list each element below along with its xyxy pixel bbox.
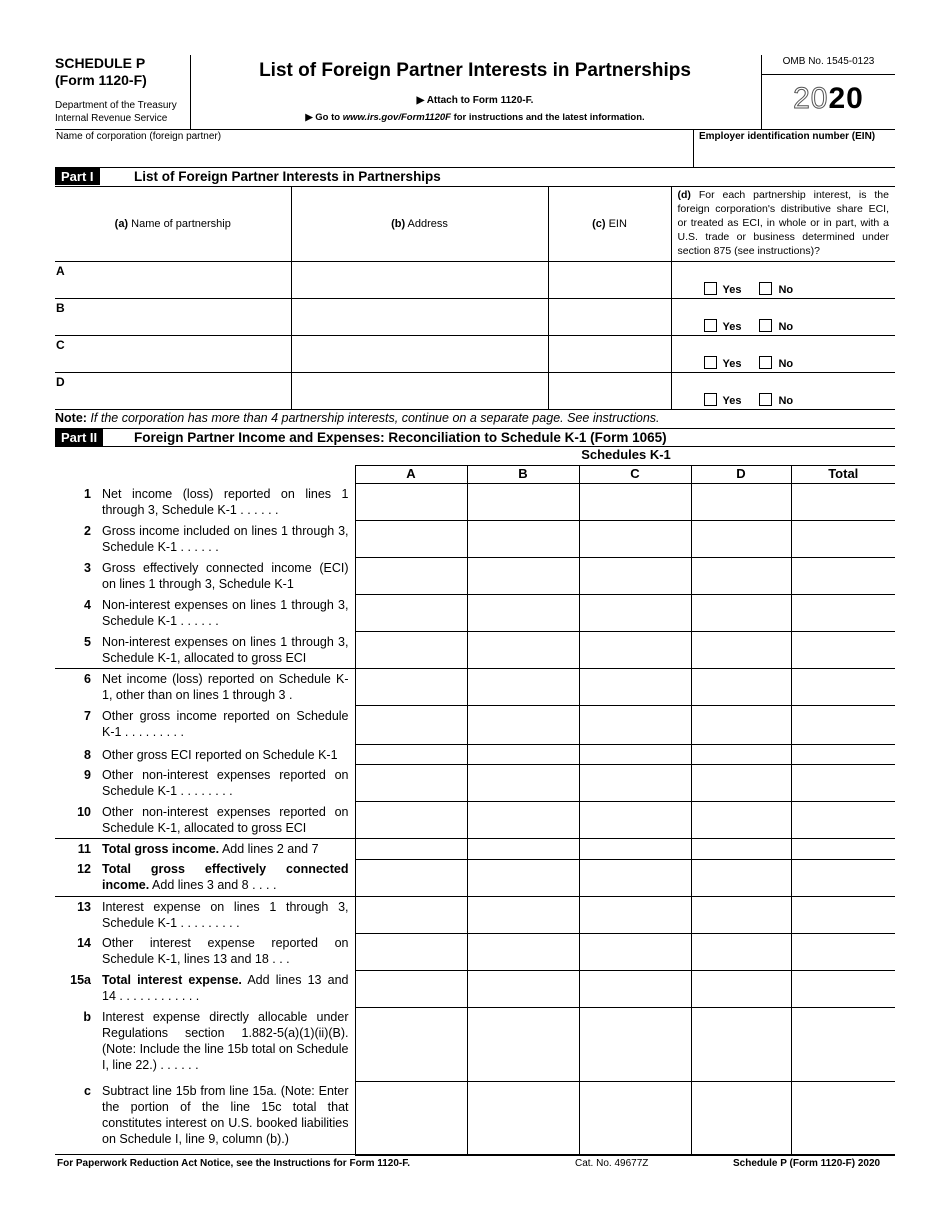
yes-label: Yes: [722, 321, 742, 333]
amount-input[interactable]: [579, 765, 691, 802]
amount-input[interactable]: [467, 765, 579, 802]
part1-tag: Part I: [55, 168, 100, 185]
amount-input[interactable]: [467, 896, 579, 933]
part1-header: [55, 168, 895, 186]
amount-input[interactable]: [467, 521, 579, 558]
amount-input[interactable]: [691, 484, 791, 521]
amount-input[interactable]: [579, 933, 691, 970]
tax-year: 2020: [793, 82, 864, 115]
form-reference: Schedule P (Form 1120-F) 2020: [733, 1158, 881, 1169]
yes-label: Yes: [722, 395, 742, 407]
line-description: Total gross income. Add lines 2 and 7: [102, 842, 319, 856]
amount-input[interactable]: [579, 521, 691, 558]
amount-input[interactable]: [355, 632, 467, 669]
amount-input[interactable]: [691, 706, 791, 745]
line-row: [55, 558, 895, 595]
ein-input[interactable]: [548, 373, 671, 410]
col-header: D: [691, 466, 791, 484]
amount-input[interactable]: [579, 1007, 691, 1081]
amount-input[interactable]: [791, 1007, 895, 1081]
col-header: Total: [791, 466, 895, 484]
amount-input[interactable]: [579, 669, 691, 706]
amount-input[interactable]: [791, 970, 895, 1007]
row-label[interactable]: C: [55, 336, 291, 373]
line-description: Non-interest expenses on lines 1 through 3, Schedule K-1 . . . . . .: [102, 597, 349, 628]
goto-note: ▶ Go to www.irs.gov/Form1120F for instructions and the latest information.: [305, 112, 645, 123]
amount-input[interactable]: [791, 933, 895, 970]
line-row: [55, 802, 895, 839]
no-checkbox[interactable]: [759, 282, 772, 295]
line-number: 6: [84, 672, 91, 686]
line-description: Other interest expense reported on Schedule K-1, lines 13 and 18 . . .: [102, 936, 349, 966]
partnership-row: [55, 299, 895, 336]
line-row: [55, 765, 895, 802]
no-checkbox[interactable]: [759, 393, 772, 406]
partnership-row: [55, 373, 895, 410]
amount-input[interactable]: [355, 765, 467, 802]
line-row: [55, 484, 895, 521]
line-description: Other non-interest expenses reported on Schedule K-1 . . . . . . . .: [102, 767, 349, 798]
no-label: No: [778, 321, 794, 333]
line-row: [55, 970, 895, 1007]
ein-input[interactable]: [548, 262, 671, 299]
yes-label: Yes: [722, 284, 742, 296]
amount-input[interactable]: [691, 765, 791, 802]
row-label[interactable]: A: [55, 262, 291, 299]
amount-input[interactable]: [691, 859, 791, 896]
amount-input[interactable]: [355, 1007, 467, 1081]
yes-checkbox[interactable]: [704, 393, 717, 406]
paperwork-notice: For Paperwork Reduction Act Notice, see the Instructions for Form 1120-F.: [57, 1158, 411, 1169]
no-checkbox[interactable]: [759, 356, 772, 369]
amount-input[interactable]: [791, 669, 895, 706]
form-title: List of Foreign Partner Interests in Partnerships: [259, 60, 691, 81]
line-description: Non-interest expenses on lines 1 through 3, Schedule K-1, allocated to gross ECI: [97, 632, 355, 669]
yes-checkbox[interactable]: [704, 282, 717, 295]
amount-input[interactable]: [467, 632, 579, 669]
part1-title: List of Foreign Partner Interests in Partnerships: [134, 169, 441, 184]
amount-input[interactable]: [791, 896, 895, 933]
col-d-header: (d) For each partnership interest, is the foreign corporation's distributive share ECI, or treated as ECI, in whole or in part, with a U.S. trade or business determined under section 875 (see instructions)?: [671, 187, 895, 262]
amount-input[interactable]: [579, 802, 691, 839]
amount-input[interactable]: [579, 970, 691, 1007]
amount-input[interactable]: [691, 521, 791, 558]
amount-input[interactable]: [579, 896, 691, 933]
part2-title: Foreign Partner Income and Expenses: Reconciliation to Schedule K-1 (Form 1065): [134, 430, 667, 445]
amount-input[interactable]: [791, 745, 895, 765]
amount-input[interactable]: [579, 859, 691, 896]
amount-input[interactable]: [355, 558, 467, 595]
amount-input[interactable]: [467, 745, 579, 765]
ein-input[interactable]: [696, 144, 894, 166]
amount-input[interactable]: [467, 669, 579, 706]
amount-input[interactable]: [791, 632, 895, 669]
col-header: B: [467, 466, 579, 484]
amount-input[interactable]: [579, 484, 691, 521]
line-description: Net income (loss) reported on Schedule K-1, other than on lines 1 through 3 .: [102, 672, 349, 702]
amount-input[interactable]: [355, 933, 467, 970]
attach-note: ▶ Attach to Form 1120-F.: [416, 95, 534, 106]
form-number: (Form 1120-F): [55, 72, 147, 88]
line-number: 11: [77, 842, 91, 856]
amount-input[interactable]: [355, 839, 467, 860]
schedule-label: SCHEDULE P: [55, 55, 146, 71]
col-header: C: [579, 466, 691, 484]
catalog-number: Cat. No. 49677Z: [575, 1158, 649, 1169]
line-number: 13: [77, 899, 91, 914]
col-c-header: (c) EIN: [548, 187, 671, 262]
line-number: 5: [55, 632, 97, 669]
line-number: 3: [84, 560, 91, 575]
line-number: 7: [84, 708, 91, 723]
amount-input[interactable]: [791, 839, 895, 860]
line-row: [55, 669, 895, 706]
amount-input[interactable]: [579, 839, 691, 860]
corporation-name-label: Name of corporation (foreign partner): [56, 131, 222, 142]
omb-number: OMB No. 1545-0123: [782, 56, 875, 67]
row-label[interactable]: B: [55, 299, 291, 336]
amount-input[interactable]: [579, 745, 691, 765]
yes-label: Yes: [722, 358, 742, 370]
amount-input[interactable]: [579, 595, 691, 632]
line-description: Interest expense on lines 1 through 3, Schedule K-1 . . . . . . . . .: [102, 899, 349, 930]
part1-note: Note: If the corporation has more than 4 partnership interests, continue on a separate page. See instructions.: [55, 411, 660, 425]
amount-input[interactable]: [467, 1007, 579, 1081]
part2-header: [55, 429, 895, 447]
department: Department of the Treasury Internal Revenue Service: [55, 100, 177, 124]
amount-input[interactable]: [355, 859, 467, 896]
line-description: Other non-interest expenses reported on Schedule K-1, allocated to gross ECI: [97, 802, 355, 839]
amount-input[interactable]: [691, 970, 791, 1007]
amount-input[interactable]: [467, 558, 579, 595]
line-description: Other gross ECI reported on Schedule K-1: [102, 747, 338, 762]
amount-input[interactable]: [467, 970, 579, 1007]
line-number: c: [84, 1084, 91, 1098]
address-input[interactable]: [291, 373, 548, 410]
partnership-table: [55, 186, 895, 410]
line-row: [55, 1007, 895, 1081]
line-number: 8: [84, 747, 91, 762]
line-row: [55, 933, 895, 970]
amount-input[interactable]: [791, 521, 895, 558]
line-number: 1: [84, 486, 91, 501]
line-description: Gross effectively connected income (ECI) on lines 1 through 3, Schedule K-1: [102, 560, 349, 591]
amount-input[interactable]: [579, 632, 691, 669]
amount-input[interactable]: [467, 595, 579, 632]
reconciliation-table: [55, 465, 895, 1156]
no-label: No: [778, 284, 794, 296]
address-input[interactable]: [291, 262, 548, 299]
amount-input[interactable]: [467, 933, 579, 970]
yes-checkbox[interactable]: [704, 319, 717, 332]
address-input[interactable]: [291, 299, 548, 336]
line-number: 12: [55, 859, 97, 896]
line-row: [55, 859, 895, 896]
line-description: Interest expense directly allocable under Regulations section 1.882-5(a)(1)(ii)(B). (Note: Include the line 15b total on Schedule I, line 22.) . . . . . .: [102, 1010, 349, 1072]
ein-label: Employer identification number (EIN): [699, 131, 876, 142]
amount-input[interactable]: [355, 706, 467, 745]
corporation-name-input[interactable]: [56, 144, 690, 166]
line-row: [55, 1081, 895, 1155]
part2-tag: Part II: [55, 429, 103, 446]
line-row: [55, 521, 895, 558]
amount-input[interactable]: [691, 802, 791, 839]
line-number: 15a: [70, 973, 91, 987]
amount-input[interactable]: [467, 839, 579, 860]
line-row: [55, 632, 895, 669]
line-row: [55, 745, 895, 765]
no-label: No: [778, 395, 794, 407]
ein-input[interactable]: [548, 299, 671, 336]
schedules-k1-header: Schedules K-1: [581, 447, 671, 462]
amount-input[interactable]: [579, 1081, 691, 1155]
col-b-header: (b) Address: [291, 187, 548, 262]
amount-input[interactable]: [355, 521, 467, 558]
line-row: [55, 706, 895, 745]
amount-input[interactable]: [355, 595, 467, 632]
amount-input[interactable]: [467, 1081, 579, 1155]
amount-input[interactable]: [691, 669, 791, 706]
partnership-row: [55, 262, 895, 299]
amount-input[interactable]: [691, 896, 791, 933]
amount-input[interactable]: [355, 1081, 467, 1155]
line-description: Other gross income reported on Schedule K-1 . . . . . . . . .: [102, 708, 349, 739]
line-number: b: [83, 1010, 91, 1024]
amount-input[interactable]: [355, 896, 467, 933]
ein-input[interactable]: [548, 336, 671, 373]
amount-input[interactable]: [355, 745, 467, 765]
amount-input[interactable]: [691, 1007, 791, 1081]
line-row: [55, 839, 895, 860]
line-row: [55, 595, 895, 632]
amount-input[interactable]: [691, 839, 791, 860]
col-header: A: [355, 466, 467, 484]
amount-input[interactable]: [579, 706, 691, 745]
form-identifier: [55, 55, 190, 125]
no-checkbox[interactable]: [759, 319, 772, 332]
line-number: 4: [84, 597, 91, 612]
line-description: Total gross effectively connected income. Add lines 3 and 8 . . . .: [97, 859, 355, 896]
partnership-row: [55, 336, 895, 373]
amount-input[interactable]: [691, 933, 791, 970]
amount-input[interactable]: [691, 632, 791, 669]
line-number: 14: [77, 936, 91, 950]
line-number: 2: [84, 523, 91, 538]
amount-input[interactable]: [467, 859, 579, 896]
amount-input[interactable]: [691, 1081, 791, 1155]
amount-input[interactable]: [467, 484, 579, 521]
line-number: 9: [84, 767, 91, 782]
amount-input[interactable]: [791, 484, 895, 521]
amount-input[interactable]: [691, 595, 791, 632]
line-number: 10: [55, 802, 97, 839]
amount-input[interactable]: [791, 859, 895, 896]
amount-input[interactable]: [791, 1081, 895, 1155]
amount-input[interactable]: [791, 558, 895, 595]
amount-input[interactable]: [791, 706, 895, 745]
line-description: Subtract line 15b from line 15a. (Note: Enter the portion of the line 15c total that constitutes interest on U.S. booked liabilities on Schedule I, line 9, column (b).): [102, 1084, 349, 1146]
amount-input[interactable]: [467, 802, 579, 839]
amount-input[interactable]: [791, 765, 895, 802]
amount-input[interactable]: [355, 802, 467, 839]
amount-input[interactable]: [355, 669, 467, 706]
amount-input[interactable]: [355, 484, 467, 521]
address-input[interactable]: [291, 336, 548, 373]
line-row: [55, 896, 895, 933]
line-description: Total interest expense. Add lines 13 and 14 . . . . . . . . . . . .: [102, 973, 349, 1003]
amount-input[interactable]: [691, 558, 791, 595]
amount-input[interactable]: [355, 970, 467, 1007]
line-description: Net income (loss) reported on lines 1 through 3, Schedule K-1 . . . . . .: [102, 486, 349, 517]
amount-input[interactable]: [467, 706, 579, 745]
no-label: No: [778, 358, 794, 370]
row-label[interactable]: D: [55, 373, 291, 410]
col-a-header: (a) Name of partnership: [55, 187, 291, 262]
amount-input[interactable]: [791, 802, 895, 839]
line-description: Gross income included on lines 1 through 3, Schedule K-1 . . . . . .: [102, 523, 349, 554]
amount-input[interactable]: [691, 745, 791, 765]
yes-checkbox[interactable]: [704, 356, 717, 369]
amount-input[interactable]: [579, 558, 691, 595]
amount-input[interactable]: [791, 595, 895, 632]
